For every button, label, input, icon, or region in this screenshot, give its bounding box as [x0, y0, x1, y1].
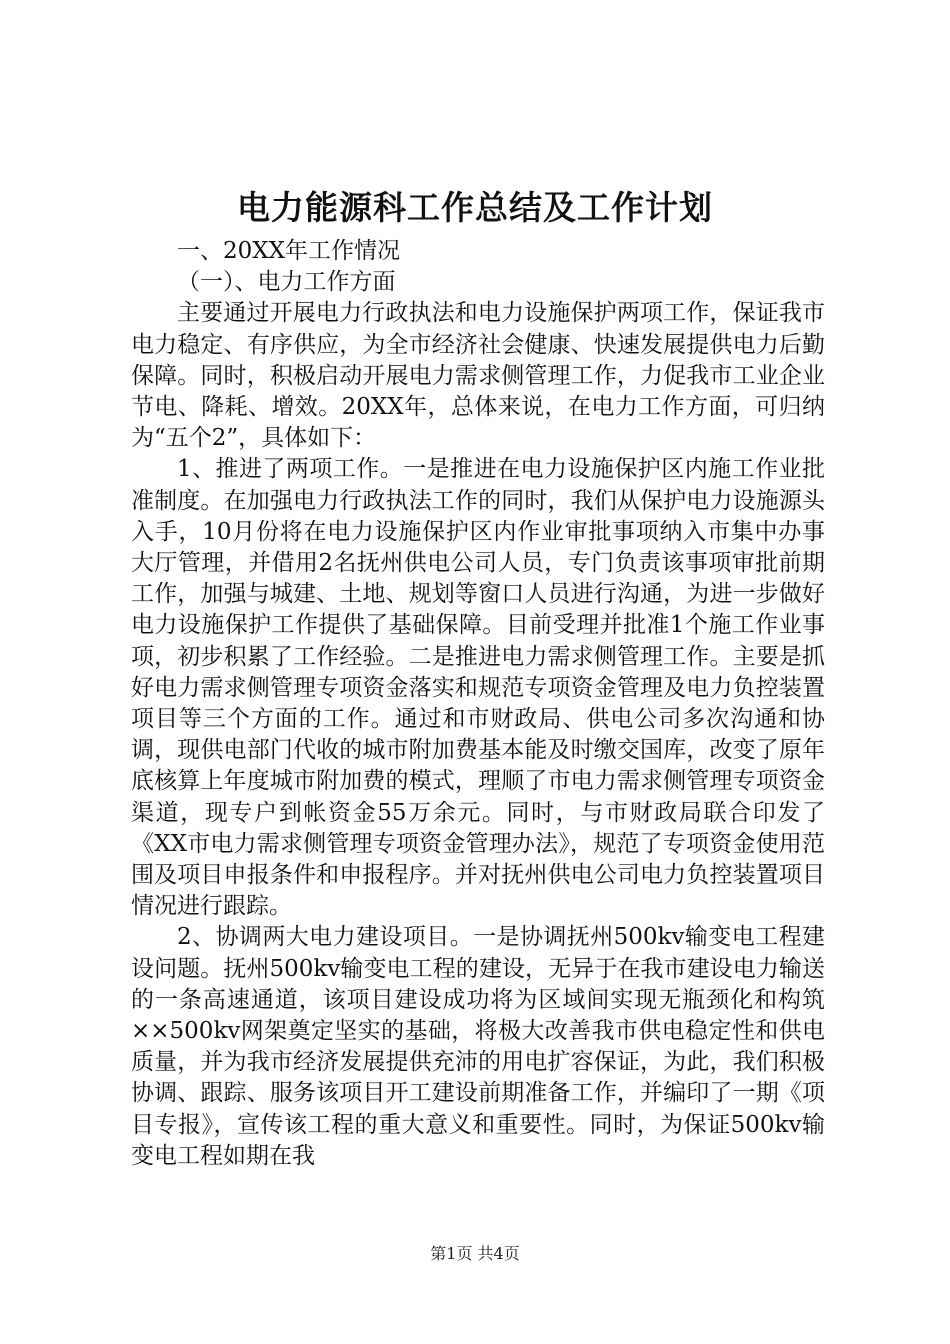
document-title: 电力能源科工作总结及工作计划 — [237, 188, 713, 227]
section-heading: 一、20XX年工作情况 — [177, 238, 401, 264]
paragraph-item-1: 1、推进了两项工作。一是推进在电力设施保护区内施工作业批准制度。在加强电力行政执法工作的同时，我们从保护电力设施源头入手，10月份将在电力设施保护区内作业审批事项纳入市集中办事大厅管理，并借用2名抚州供电公司人员，专门负责该事项审批前期工作，加强与城建、土地、规划等窗口人员进行沟通，为进一步做好电力设施保护工作提供了基础保障。目前受理并批准1个施工作业事项，初步积累了工作经验。二是推进电力需求侧管理工作。主要是抓好电力需求侧管理专项资金落实和规范专项资金管理及电力负控装置项目等三个方面的工作。通过和市财政局、供电公司多次沟通和协调，现供电部门代收的城市附加费基本能及时缴交国库，改变了原年底核算上年度城市附加费的模式，理顺了市电力需求侧管理专项资金渠道，现专户到帐资金55万余元。同时，与市财政局联合印发了《XX市电力需求侧管理专项资金管理办法》，规范了专项资金使用范围及项目申报条件和申报程序。并对抚州供电公司电力负控装置项目情况进行跟踪。 — [131, 456, 825, 920]
paragraph-intro: 主要通过开展电力行政执法和电力设施保护两项工作，保证我市电力稳定、有序供应，为全市经济社会健康、快速发展提供电力后勤保障。同时，积极启动开展电力需求侧管理工作，力促我市工业企业节电、降耗、增效。20XX年，总体来说，在电力工作方面，可归纳为“五个2”，具体如下： — [131, 300, 825, 452]
paragraph-item-2: 2、协调两大电力建设项目。一是协调抚州500kv输变电工程建设问题。抚州500kv输变电工程的建设，无异于在我市建设电力输送的一条高速通道，该项目建设成功将为区域间实现无瓶颈化和构筑××500kv网架奠定坚实的基础，将极大改善我市供电稳定性和供电质量，并为我市经济发展提供充沛的用电扩容保证，为此，我们积极协调、跟踪、服务该项目开工建设前期准备工作，并编印了一期《项目专报》，宣传该工程的重大意义和重要性。同时，为保证500kv输变电工程如期在我 — [131, 924, 825, 1169]
page-number-footer: 第1页 共4页 — [430, 1244, 520, 1263]
document-body — [131, 236, 825, 1172]
subsection-heading: （一）、电力工作方面 — [177, 269, 396, 296]
